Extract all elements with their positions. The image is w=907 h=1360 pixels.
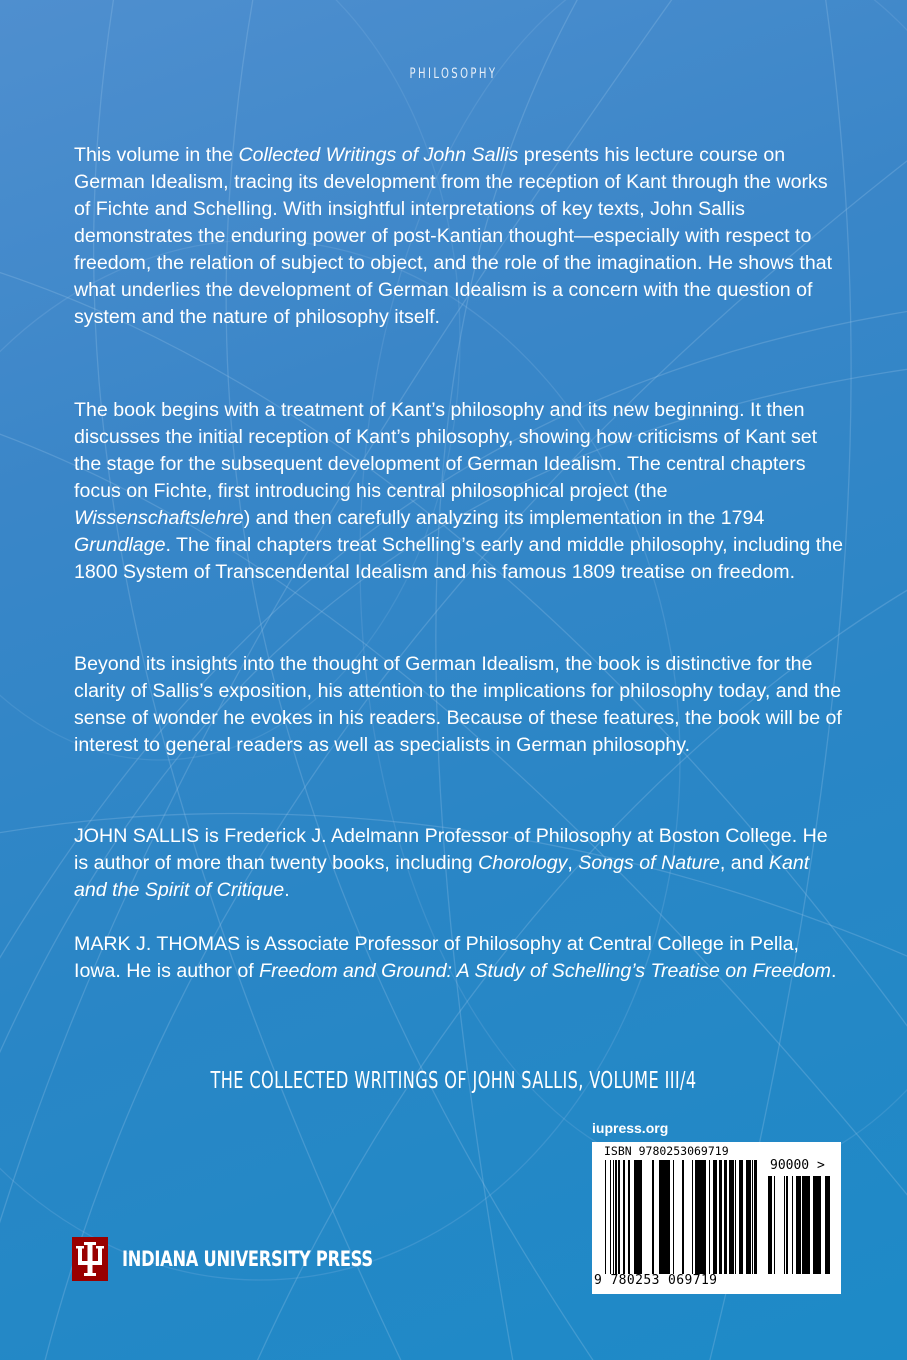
description-paragraph-3: Beyond its insights into the thought of German Idealism, the book is distinctive for the clarity of Sallis’s exposition, his attention to the implications for philosophy today, and the sense of wonder he evokes in his readers. Because of these features, the book will be of interest to general readers as well as specialists in German philosophy. <box>74 653 842 756</box>
text-run: , and <box>719 852 769 874</box>
isbn-label: ISBN 9780253069719 <box>604 1144 729 1158</box>
text-run: presents his lecture course on German Idealism, tracing its development from the reception of Kant through the works of Fichte and Schelling. With insightful interpretations of key texts, John Sallis demonstrates the enduring power of post-Kantian thought—especially with respect to freedom, the relation of subject to object, and the role of the imagination. He shows that what underlies the development of German Idealism is a concern with the question of system and the nature of philosophy itself. <box>74 144 833 328</box>
author-bio-mark-thomas <box>74 931 844 985</box>
text-run: JOHN SALLIS is Frederick J. Adelmann Professor of Philosophy at Boston College. He is author of more than twenty books, including <box>74 825 828 874</box>
barcode-bars-icon <box>602 1160 758 1274</box>
italic-title: Songs of Nature <box>578 852 720 874</box>
text-run: . <box>830 960 837 982</box>
author-bio-john-sallis <box>74 823 844 904</box>
category-label: PHILOSOPHY <box>409 66 498 82</box>
text-run: . The final chapters treat Schelling’s early and middle philosophy, including the 1800 System of Transcendental Idealism and his famous 1809 treatise on freedom. <box>74 534 843 583</box>
description-paragraph-2 <box>74 397 844 586</box>
text-run: MARK J. THOMAS is Associate Professor of Philosophy at Central College in Pella, Iowa. He is author of <box>74 933 799 982</box>
publisher-name: INDIANA UNIVERSITY PRESS <box>122 1247 373 1271</box>
italic-title: Kant and the Spirit of Critique <box>74 852 810 901</box>
italic-title: Wissenschaftslehre <box>74 507 244 529</box>
price-code: 90000 > <box>770 1158 825 1173</box>
isbn-barcode <box>592 1142 841 1294</box>
italic-title: Freedom and Ground: A Study of Schelling’s Treatise on Freedom <box>259 960 831 982</box>
description-paragraph-1 <box>74 142 844 331</box>
text-run: The book begins with a treatment of Kant’s philosophy and its new beginning. It then discusses the initial reception of Kant’s philosophy, showing how criticisms of Kant set the stage for the subsequent development of German Idealism. The central chapters focus on Fichte, first introducing his central philosophical project (the <box>74 399 818 502</box>
text-run: , <box>567 852 579 874</box>
italic-title: Grundlage <box>74 534 166 556</box>
text-run: ) and then carefully analyzing its implementation in the 1794 <box>243 507 765 529</box>
price-barcode-bars-icon <box>768 1176 832 1274</box>
publisher-imprint <box>72 1237 414 1281</box>
isbn-digits: 9 780253 069719 <box>594 1273 718 1288</box>
text-run: . <box>284 879 290 901</box>
series-title: THE COLLECTED WRITINGS OF JOHN SALLIS, VOLUME III/4 <box>210 1068 697 1094</box>
italic-title: Chorology <box>478 852 568 874</box>
italic-title: Collected Writings of John Sallis <box>238 144 519 166</box>
text-run: This volume in the <box>74 144 239 166</box>
iu-trident-logo-icon <box>72 1237 108 1281</box>
publisher-website: iupress.org <box>592 1120 669 1136</box>
